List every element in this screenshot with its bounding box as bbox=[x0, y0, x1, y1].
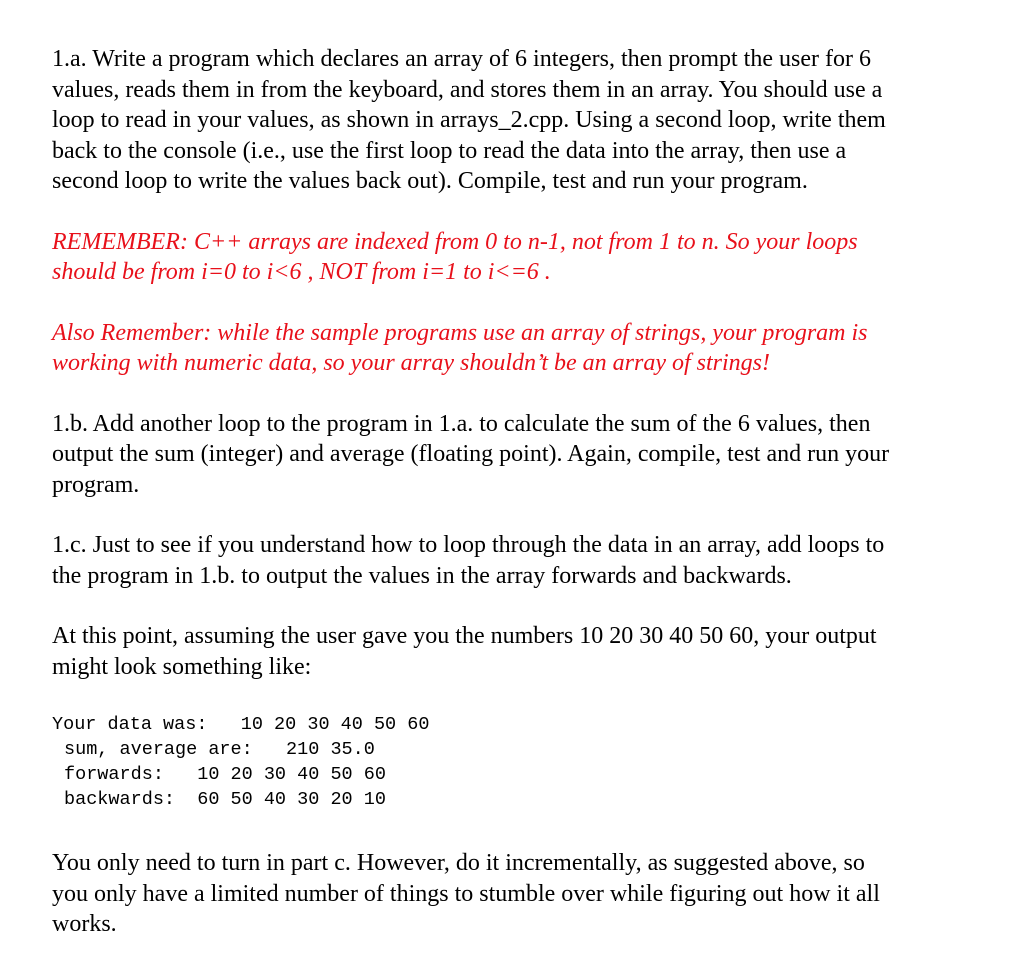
sample-output-block bbox=[52, 712, 992, 812]
text-line: 1.c. Just to see if you understand how to loop through the data in an array, add loops to bbox=[52, 532, 885, 558]
text-line: values, reads them in from the keyboard, and stores them in an array. You should use a bbox=[52, 76, 883, 103]
text-line: should be from i=0 to i<6 , NOT from i=1 to i<=6 . bbox=[52, 259, 551, 285]
text-line: might look something like: bbox=[52, 653, 312, 680]
text-line: output the sum (integer) and average (floating point). Again, compile, test and run your bbox=[52, 441, 890, 467]
text-line: second loop to write the values back out). Compile, test and run your program. bbox=[52, 168, 808, 194]
paragraph-final bbox=[52, 848, 992, 940]
text-line: you only have a limited number of things to stumble over while figuring out how it all bbox=[52, 880, 880, 907]
text-line: You only need to turn in part c. However, do it incrementally, as suggested above, so bbox=[52, 850, 865, 876]
paragraph-1a bbox=[52, 44, 992, 197]
text-line: works. bbox=[52, 911, 117, 937]
text-line: 1.b. Add another loop to the program in 1.a. to calculate the sum of the 6 values, then bbox=[52, 410, 871, 437]
text-line: 1.a. Write a program which declares an array of 6 integers, then prompt the user for 6 bbox=[52, 46, 871, 72]
code-line: forwards: 10 20 30 40 50 60 bbox=[64, 764, 386, 785]
text-line: back to the console (i.e., use the first loop to read the data into the array, then use a bbox=[52, 137, 847, 164]
paragraph-example-intro bbox=[52, 621, 992, 682]
paragraph-1c bbox=[52, 530, 992, 591]
code-line: sum, average are: 210 35.0 bbox=[64, 739, 375, 760]
text-line: the program in 1.b. to output the values in the array forwards and backwards. bbox=[52, 562, 792, 589]
paragraph-1b bbox=[52, 409, 992, 501]
text-line: working with numeric data, so your array shouldn’t be an array of strings! bbox=[52, 350, 770, 376]
code-line: Your data was: 10 20 30 40 50 60 bbox=[52, 714, 430, 735]
text-line: REMEMBER: C++ arrays are indexed from 0 to n-1, not from 1 to n. So your loops bbox=[52, 228, 858, 255]
text-line: At this point, assuming the user gave you the numbers 10 20 30 40 50 60, your output bbox=[52, 623, 877, 649]
text-line: Also Remember: while the sample programs use an array of strings, your program is bbox=[52, 319, 868, 346]
remember-note-indexing bbox=[52, 227, 992, 288]
text-line: loop to read in your values, as shown in arrays_2.cpp. Using a second loop, write them bbox=[52, 107, 886, 133]
remember-note-numeric bbox=[52, 318, 992, 379]
code-line: backwards: 60 50 40 30 20 10 bbox=[64, 789, 386, 810]
text-line: program. bbox=[52, 471, 140, 498]
assignment-document bbox=[52, 44, 992, 940]
